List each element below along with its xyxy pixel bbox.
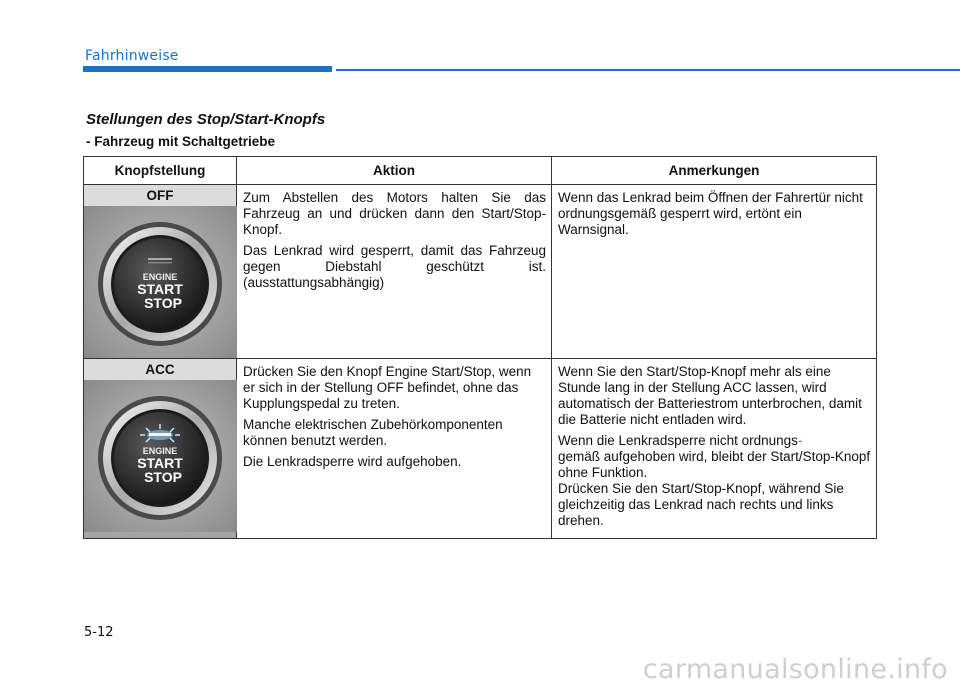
section-label: Fahrhinweise xyxy=(85,48,179,64)
note-paragraph xyxy=(558,433,872,481)
action-cell-acc xyxy=(237,359,552,539)
note-paragraph: Drücken Sie den Start/Stop-Knopf, während Sie gleichzeitig das Lenkrad nach rechts und links drehen. xyxy=(558,481,844,528)
button-text-engine: ENGINE xyxy=(142,446,178,456)
action-paragraph: Die Lenkradsperre wird aufgehoben. xyxy=(243,454,462,469)
notes-cell-off xyxy=(552,185,877,359)
table-row xyxy=(84,359,877,539)
button-text-start: START xyxy=(137,455,183,471)
watermark: carmanualsonline.info xyxy=(642,654,948,685)
position-label: ACC xyxy=(84,359,236,380)
button-text-stop: STOP xyxy=(144,469,182,485)
page-title: Stellungen des Stop/Start-Knopfs xyxy=(86,111,326,128)
hyphen-mark: - xyxy=(797,433,803,448)
button-text-stop: STOP xyxy=(144,295,182,311)
header-bar-thick xyxy=(83,66,332,72)
action-paragraph: Drücken Sie den Knopf Engine Start/Stop, wenn er sich in der Stellung OFF befindet, ohne das Kupplungspedal zu treten. xyxy=(243,364,532,411)
header-bar-thin xyxy=(336,69,960,71)
table-header-row xyxy=(84,157,877,185)
button-text-start: START xyxy=(137,281,183,297)
button-text-engine: ENGINE xyxy=(142,272,178,282)
action-paragraph: Zum Abstellen des Motors halten Sie das Fahrzeug an und drücken dann den Start/Stop-Knopf. xyxy=(243,190,546,237)
action-paragraph: Manche elektrischen Zubehörkomponenten können benutzt werden. xyxy=(243,417,503,448)
page-subtitle: - Fahrzeug mit Schaltgetriebe xyxy=(86,134,276,149)
note-text: Wenn die Lenkradsperre nicht ordnungs xyxy=(558,433,798,448)
table-row xyxy=(84,185,877,359)
position-label: OFF xyxy=(84,185,236,206)
button-positions-table xyxy=(83,156,877,539)
engine-start-stop-button-lit-icon xyxy=(84,380,237,532)
note-paragraph: Wenn Sie den Start/Stop-Knopf mehr als eine Stunde lang in der Stellung ACC lassen, wird automatisch der Batteriestrom unterbrochen, damit die Batterie nicht entladen wird. xyxy=(558,364,862,427)
notes-cell-acc xyxy=(552,359,877,539)
engine-start-stop-button-icon xyxy=(84,206,237,358)
note-paragraph: Wenn das Lenkrad beim Öffnen der Fahrertür nicht ordnungsgemäß gesperrt wird, ertönt ein Warnsignal. xyxy=(558,190,863,237)
position-cell-off xyxy=(84,185,237,359)
note-text: gemäß aufgehoben wird, bleibt der Start/Stop-Knopf ohne Funktion. xyxy=(558,449,871,480)
column-header-notes: Anmerkungen xyxy=(552,157,877,185)
position-cell-acc xyxy=(84,359,237,539)
action-cell-off xyxy=(237,185,552,359)
page-number: 5-12 xyxy=(84,625,114,640)
column-header-action: Aktion xyxy=(237,157,552,185)
action-paragraph: Das Lenkrad wird gesperrt, damit das Fahrzeug gegen Diebstahl geschützt ist. (ausstattungsabhängig) xyxy=(243,243,546,290)
column-header-position: Knopfstellung xyxy=(84,157,237,185)
